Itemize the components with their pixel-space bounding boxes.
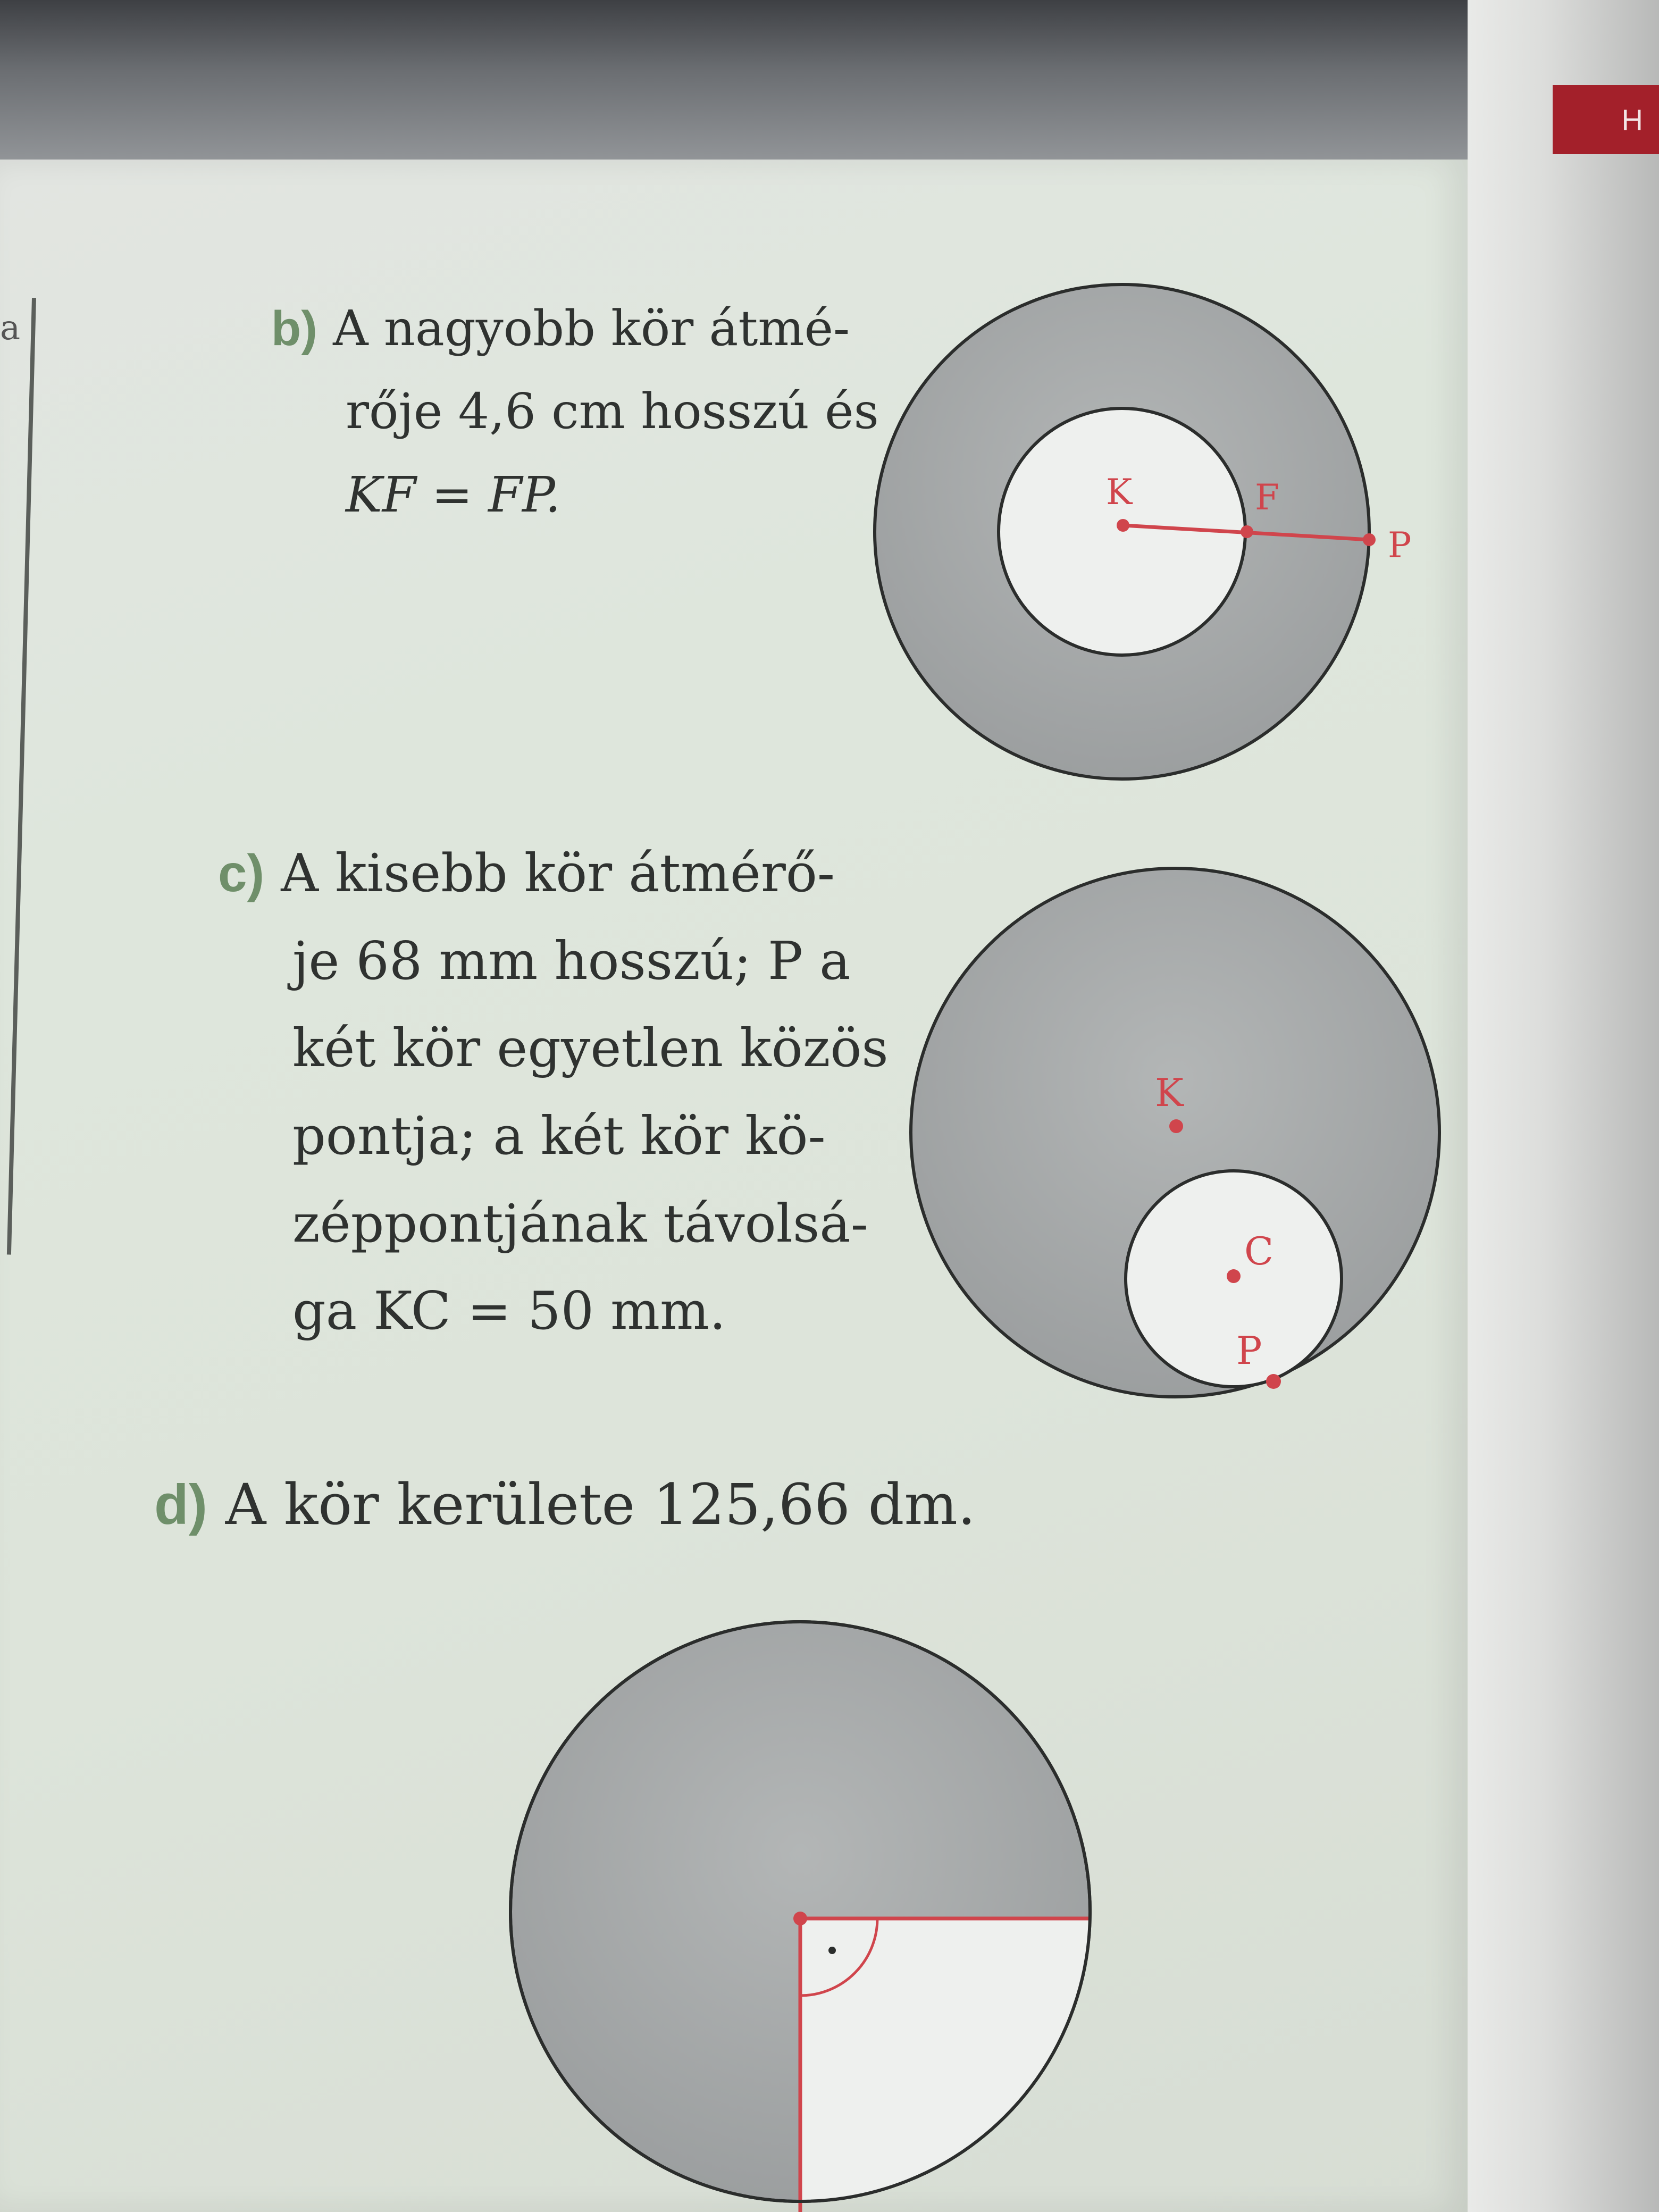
- problem-d-text: A kör kerülete 125,66 dm.: [225, 1472, 976, 1537]
- problem-c-line-3: két kör egyetlen közös: [292, 1018, 889, 1079]
- margin-letter: a: [0, 308, 21, 348]
- figure-c-point-k: [1169, 1119, 1183, 1133]
- problem-c-line-4: pontja; a két kör kö-: [292, 1105, 826, 1167]
- figure-b-point-k: [1117, 519, 1129, 532]
- problem-c-line-6: ga KC = 50 mm.: [292, 1281, 726, 1342]
- problem-c-line-5: zéppontjának távolsá-: [292, 1193, 868, 1254]
- figure-d-center-point: [793, 1912, 807, 1925]
- problem-d-letter: d): [154, 1473, 208, 1536]
- figure-c-label-p: P: [1236, 1328, 1262, 1373]
- problem-c-letter: c): [218, 844, 265, 902]
- figure-c: [911, 868, 1439, 1397]
- figure-c-label-k: K: [1155, 1070, 1184, 1115]
- figure-b-label-k: K: [1106, 472, 1133, 513]
- chapter-tab-label: H: [1621, 103, 1643, 137]
- problem-c-line-1: A kisebb kör átmérő-: [281, 843, 835, 904]
- problem-c-line-2: je 68 mm hosszú; P a: [292, 931, 851, 992]
- problem-b-line-3: KF = FP.: [346, 466, 561, 523]
- figure-d-right-angle-dot: [828, 1947, 836, 1954]
- figure-b-point-f: [1241, 525, 1253, 538]
- figure-b-point-p: [1363, 533, 1376, 546]
- figure-c-point-p: [1266, 1374, 1281, 1389]
- figure-c-point-c: [1227, 1269, 1241, 1283]
- problem-b-line-1: A nagyobb kör átmé-: [333, 300, 850, 357]
- figure-c-label-c: C: [1244, 1229, 1274, 1273]
- figure-b-label-f: F: [1255, 477, 1279, 518]
- problem-b-letter: b): [271, 301, 317, 356]
- problem-b-line-2: rője 4,6 cm hosszú és: [346, 383, 879, 440]
- figure-d: [510, 1622, 1090, 2212]
- figure-b: [875, 284, 1411, 779]
- figure-b-label-p: P: [1388, 525, 1412, 566]
- figure-d-quarter-sector: [800, 1918, 1090, 2201]
